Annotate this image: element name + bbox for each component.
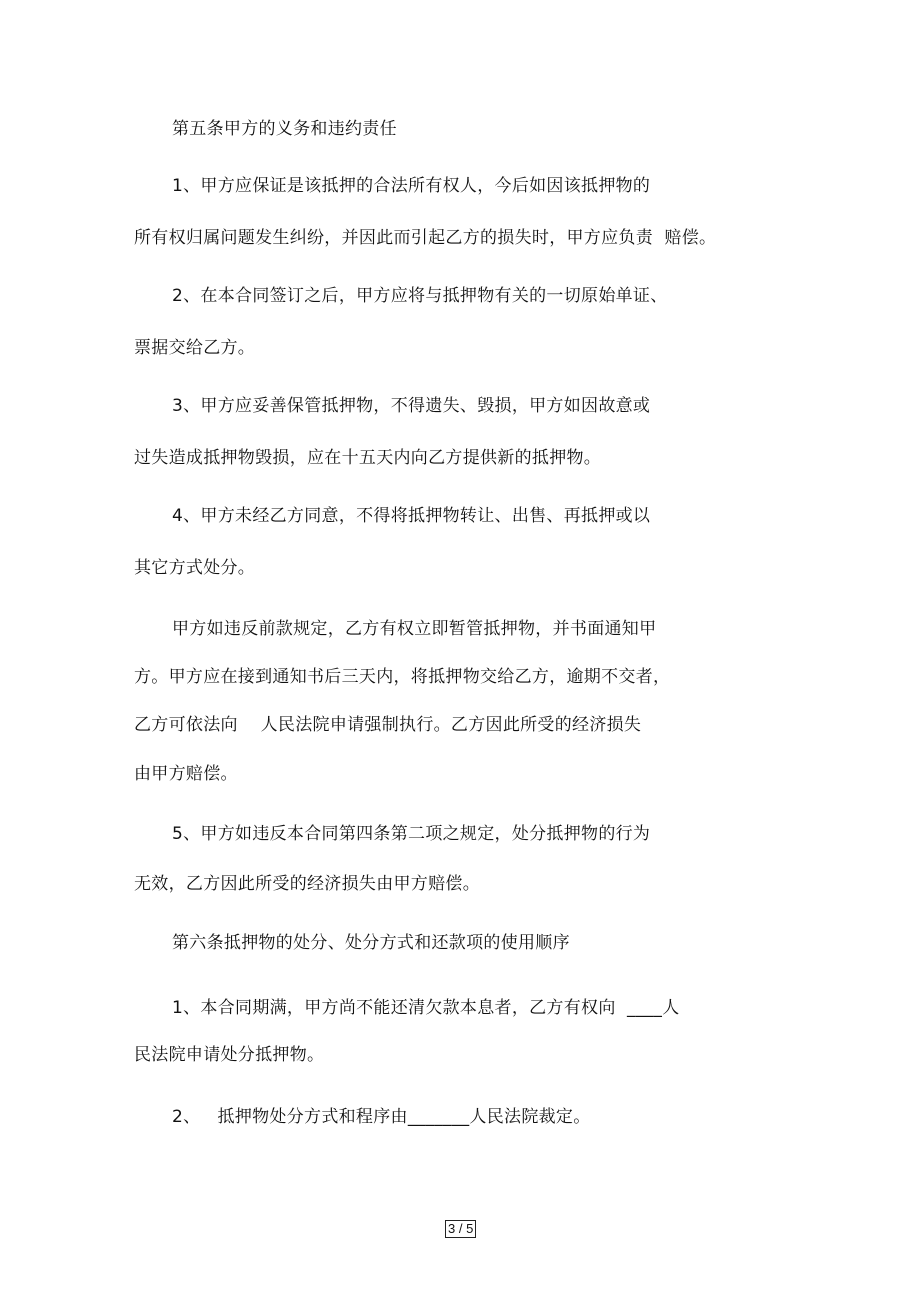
article-6-heading: 第六条抵押物的处分、处分方式和还款项的使用顺序 (172, 933, 570, 953)
paragraph-line: 乙方可依法向 人民法院申请强制执行。乙方因此所受的经济损失 (134, 715, 642, 735)
paragraph-line: 5、甲方如违反本合同第四条第二项之规定，处分抵押物的行为 (172, 824, 651, 844)
paragraph-line: 1、甲方应保证是该抵押的合法所有权人，今后如因该抵押物的 (172, 176, 651, 196)
paragraph-line: 过失造成抵押物毁损，应在十五天内向乙方提供新的抵押物。 (134, 448, 602, 468)
paragraph-line: 2、在本合同签订之后，甲方应将与抵押物有关的一切原始单证、 (172, 286, 668, 306)
paragraph-line: 方。甲方应在接到通知书后三天内，将抵押物交给乙方，逾期不交者， (134, 667, 671, 687)
paragraph-line: 由甲方赔偿。 (134, 764, 238, 784)
paragraph-line: 票据交给乙方。 (134, 338, 256, 358)
paragraph-line: 3、甲方应妥善保管抵押物，不得遗失、毁损，甲方如因故意或 (172, 396, 651, 416)
paragraph-line: 1、本合同期满，甲方尚不能还清欠款本息者，乙方有权向 ____人 (172, 998, 680, 1018)
paragraph-line: 其它方式处分。 (134, 558, 256, 578)
paragraph-line: 2、 抵押物处分方式和程序由_______人民法院裁定。 (172, 1107, 591, 1127)
paragraph-line: 无效，乙方因此所受的经济损失由甲方赔偿。 (134, 874, 480, 894)
paragraph-line: 甲方如违反前款规定，乙方有权立即暂管抵押物，并书面通知甲 (172, 619, 657, 639)
article-5-heading: 第五条甲方的义务和违约责任 (172, 119, 397, 139)
paragraph-line: 民法院申请处分抵押物。 (134, 1045, 325, 1065)
page-number: 3 / 5 (445, 1220, 476, 1238)
paragraph-line: 4、甲方未经乙方同意，不得将抵押物转让、出售、再抵押或以 (172, 506, 651, 526)
paragraph-line: 所有权归属问题发生纠纷，并因此而引起乙方的损失时，甲方应负责 赔偿。 (134, 228, 717, 248)
